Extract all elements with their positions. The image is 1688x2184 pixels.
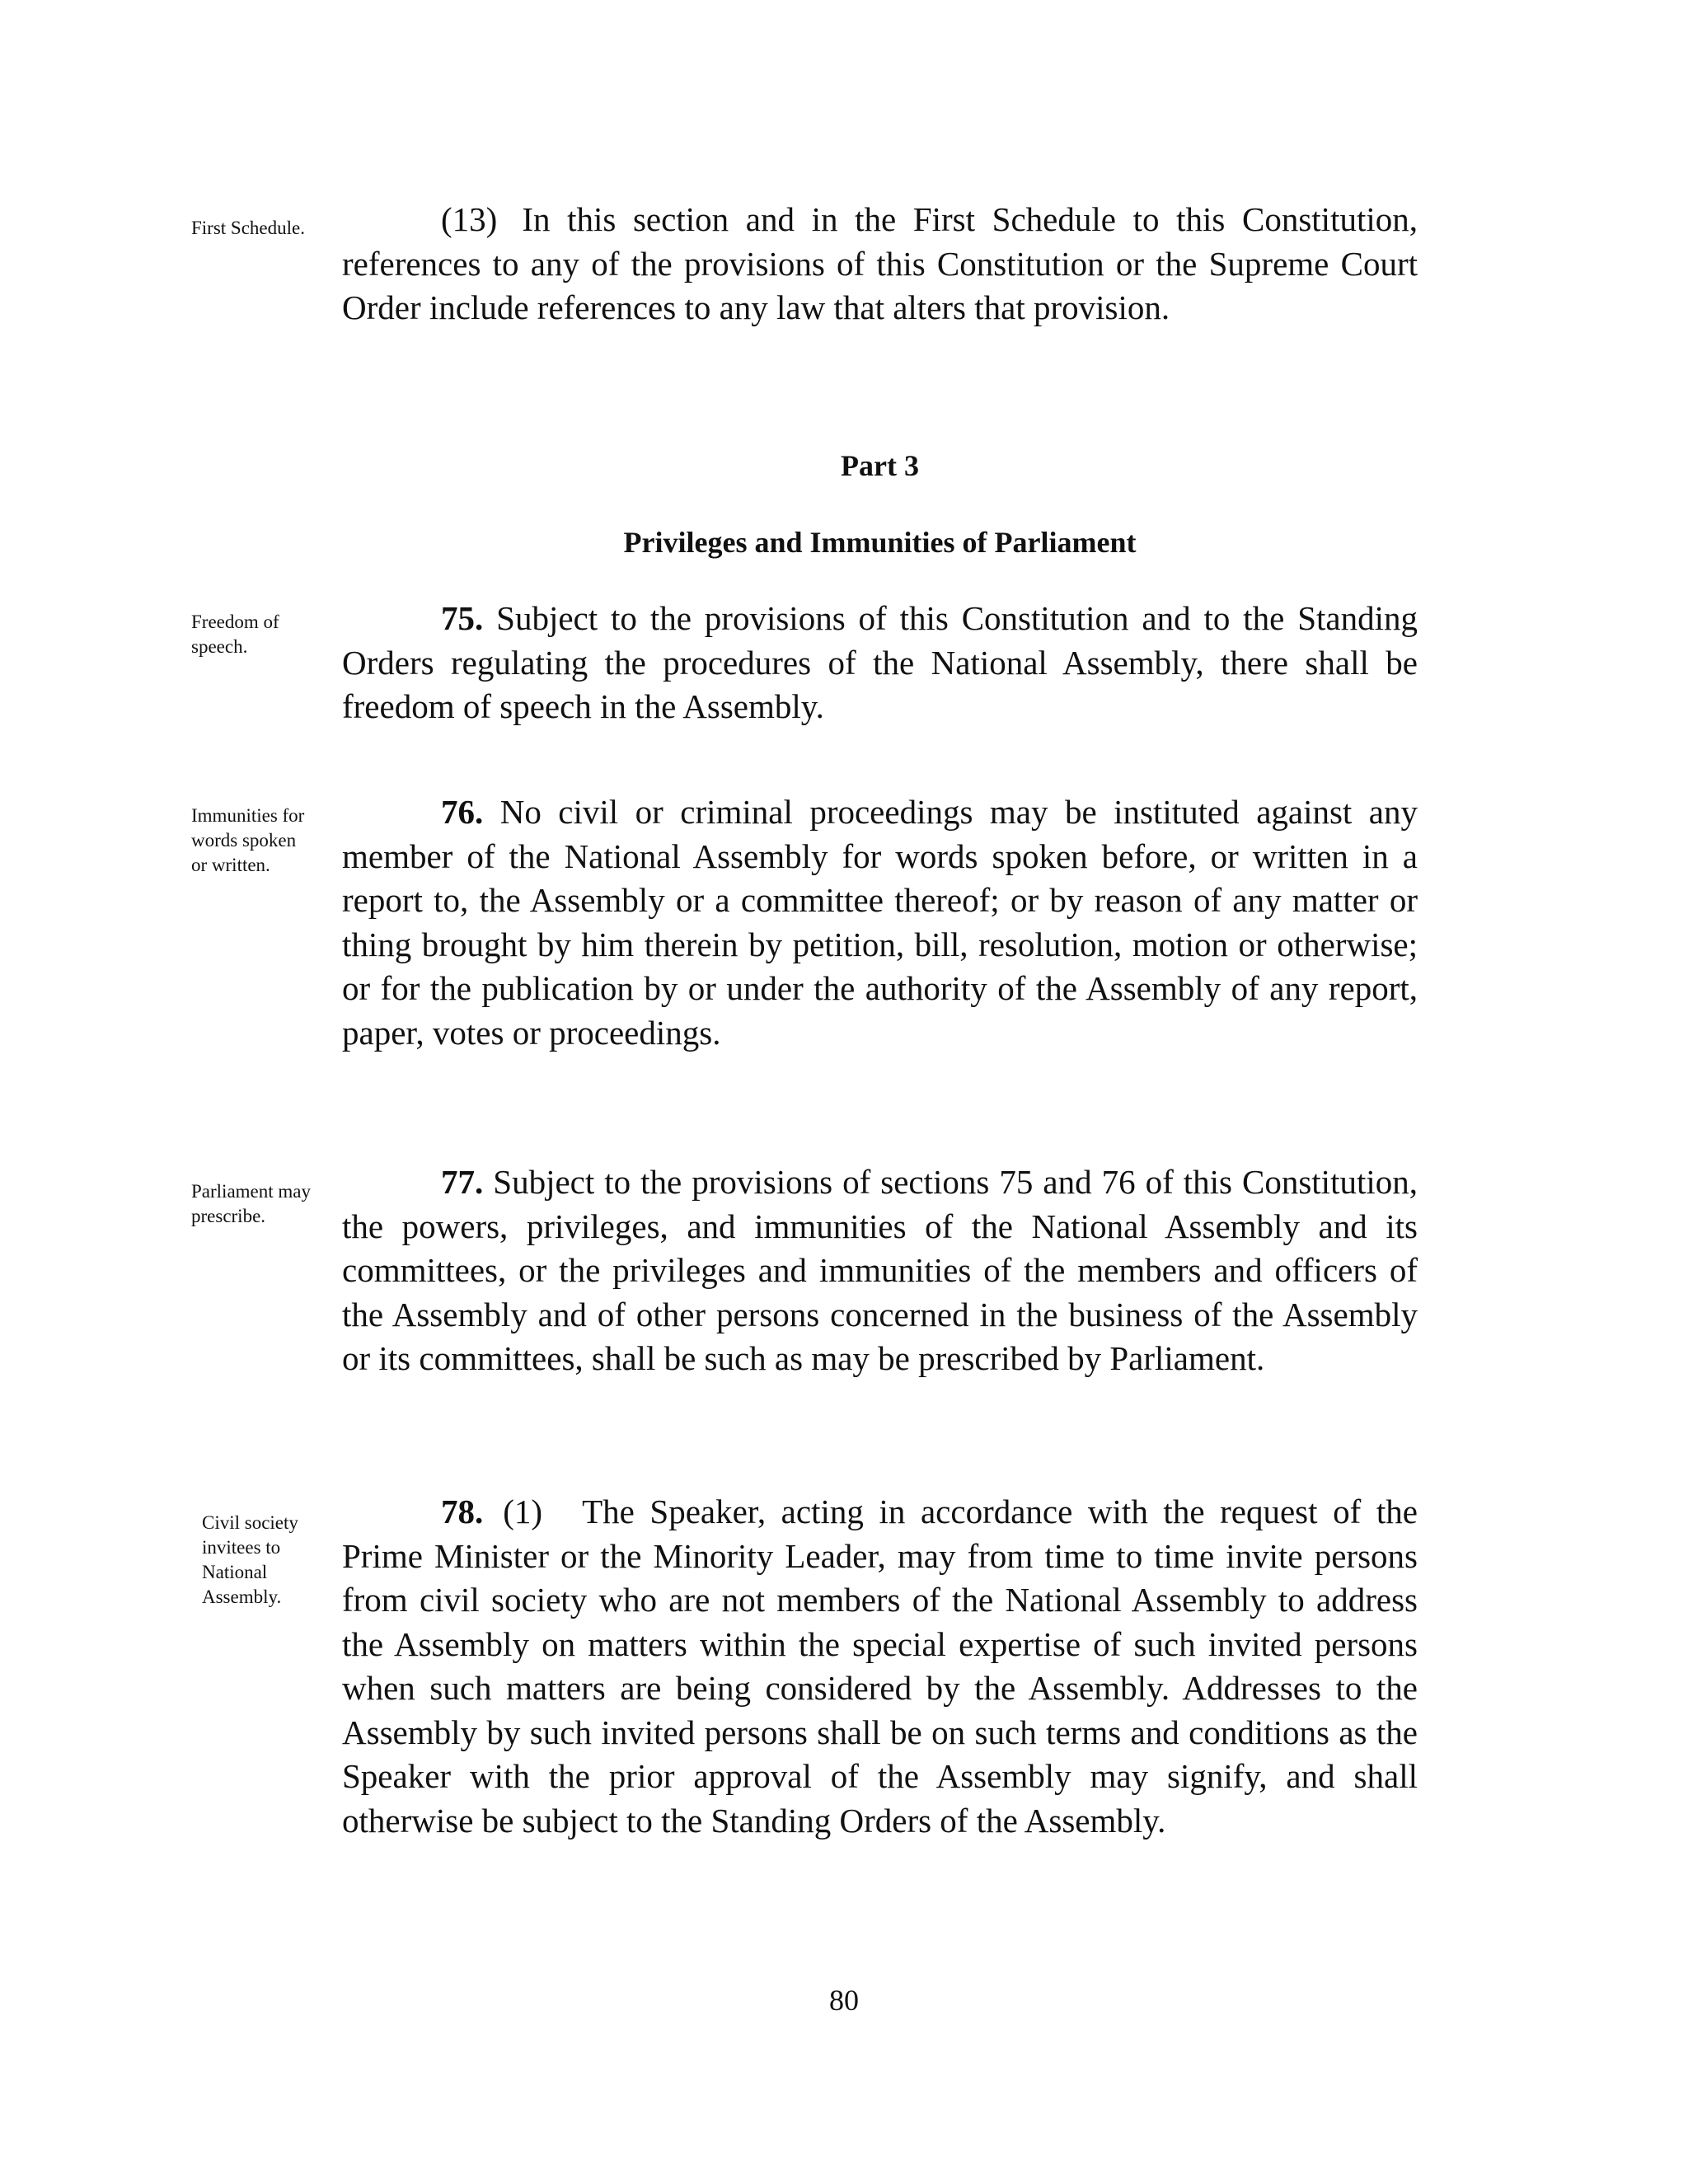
section-body: The Speaker, acting in accordance with the request of the Prime Minister or the Minority Leader, may from time to time invite persons from civil society who are not members of the National Assembly to address the Assembly on matters within the special expertise of such invited persons when such matters are being considered by the Assembly. Addresses to the Assembly by such invited persons shall be on such terms and conditions as the Speaker with the prior approval of the Assembly may signify, and shall otherwise be subject to the Standing Orders of the Assembly.	[342, 1493, 1418, 1840]
page-number: 80	[829, 1984, 859, 2017]
part-title: Privileges and Immunities of Parliament	[623, 526, 1137, 559]
subsection-number: (13)	[441, 200, 498, 238]
part-label: Part 3	[841, 449, 919, 482]
margin-note: Civil society invitees to National Assembly.	[202, 1512, 298, 1607]
margin-note: Parliament may prescribe.	[191, 1181, 311, 1226]
section-number: 75.	[441, 599, 484, 637]
section-number: 77.	[441, 1163, 484, 1201]
section-text	[342, 597, 1418, 729]
section-text	[342, 198, 1418, 330]
margin-note: Immunities for words spoken or written.	[191, 805, 305, 875]
section-text	[342, 1490, 1418, 1843]
section-body: Subject to the provisions of this Constitution and to the Standing Orders regulating the procedures of the National Assembly, there shall be freedom of speech in the Assembly.	[342, 599, 1418, 725]
section-text	[342, 790, 1418, 1055]
section-body: Subject to the provisions of sections 75 and 76 of this Constitution, the powers, privileges, and immunities of the National Assembly and its committees, or the privileges and immunities of the members and officers of the Assembly and of other persons concerned in the business of the Assembly or its committees, shall be such as may be prescribed by Parliament.	[342, 1163, 1418, 1377]
section-text	[342, 1160, 1418, 1381]
section-number: 76.	[441, 793, 484, 831]
section-body: In this section and in the First Schedule to this Constitution, references to any of the provisions of this Constitution or the Supreme Court Order include references to any law that alters that provision.	[342, 200, 1418, 326]
subsection-number: (1)	[503, 1493, 543, 1530]
section-body: No civil or criminal proceedings may be instituted against any member of the National Assembly for words spoken before, or written in a report to, the Assembly or a committee thereof; or by reason of any matter or thing brought by him therein by petition, bill, resolution, motion or otherwise; or for the publication by or under the authority of the Assembly of any report, paper, votes or proceedings.	[342, 793, 1418, 1052]
margin-note: First Schedule.	[191, 218, 305, 238]
section-number: 78.	[441, 1493, 484, 1530]
margin-note: Freedom of speech.	[191, 612, 279, 657]
